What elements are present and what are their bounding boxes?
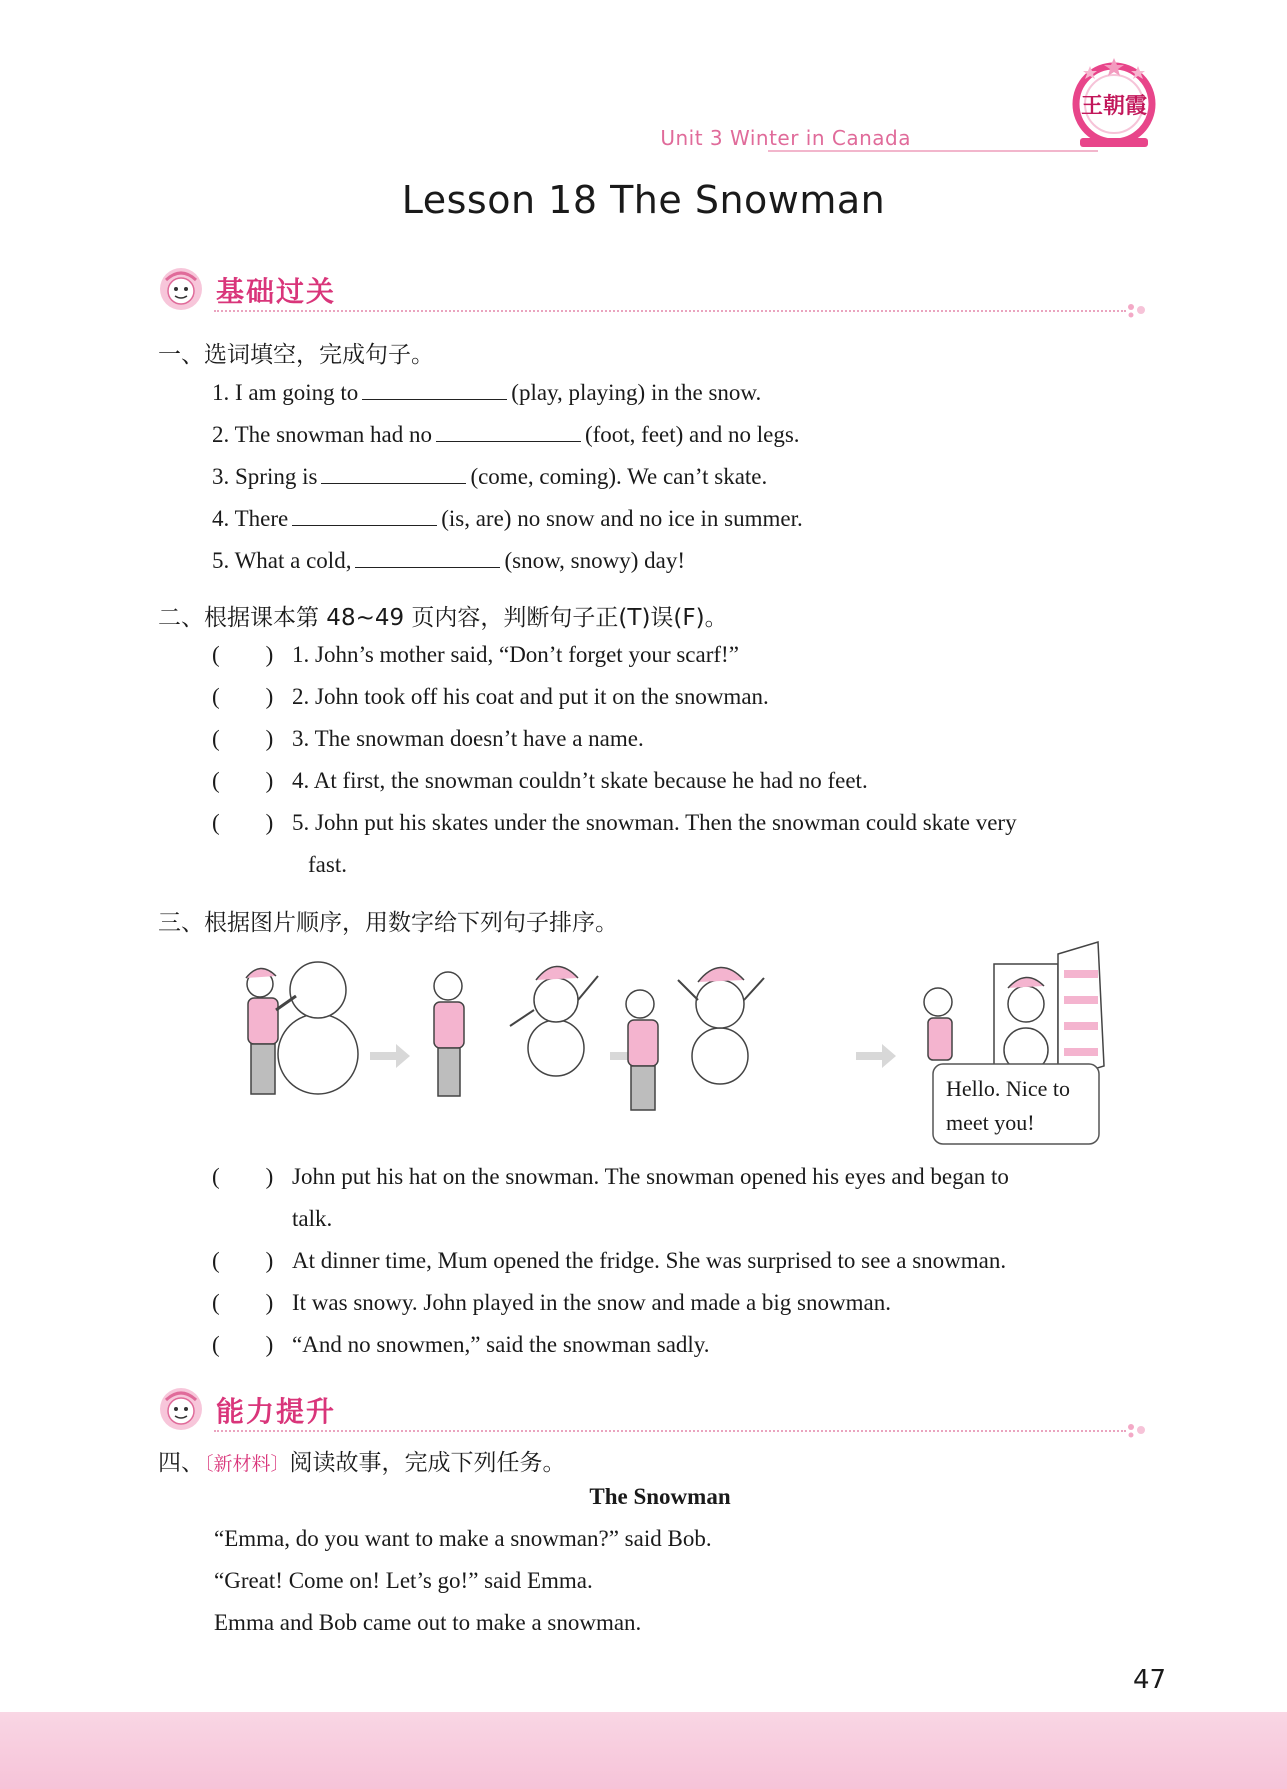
tf-item: ( ) 5. John put his skates under the snowman. Then the snowman could skate very fast. <box>212 802 1157 886</box>
q1-item: 2. The snowman had no (foot, feet) and no legs. <box>212 422 800 447</box>
answer-paren[interactable]: ( ) <box>212 810 274 835</box>
answer-paren[interactable]: ( ) <box>212 1290 274 1315</box>
story-line: “Great! Come on! Let’s go!” said Emma. <box>214 1568 593 1593</box>
answer-paren[interactable]: ( ) <box>212 1332 274 1357</box>
q1-item: 4. There (is, are) no snow and no ice in summer. <box>212 506 803 531</box>
q2-heading: 二、根据课本第 48~49 页内容，判断句子正(T)误(F)。 <box>158 605 728 631</box>
order-item-continuation: talk. <box>292 1206 333 1231</box>
footer-band <box>0 1712 1287 1789</box>
decorative-dots-icon <box>1126 302 1148 318</box>
panel-boy-building-snowman <box>246 962 358 1094</box>
cartoon-face-icon <box>158 266 204 312</box>
panel-snowman-opens-eyes <box>434 966 598 1096</box>
story-title: The Snowman <box>589 1484 731 1509</box>
tf-item-continuation: fast. <box>308 852 347 877</box>
tf-item: ( ) 3. The snowman doesn’t have a name. <box>212 718 1157 760</box>
section-label: 基础过关 <box>216 275 337 308</box>
panel-boy-talking-to-snowman <box>626 967 764 1110</box>
speech-line-2: meet you! <box>946 1110 1035 1135</box>
dotted-divider <box>214 310 1126 312</box>
answer-paren[interactable]: ( ) <box>212 684 274 709</box>
panel-mum-opens-fridge <box>924 942 1104 1080</box>
lesson-title: Lesson 18 The Snowman <box>401 178 886 222</box>
q1-item: 3. Spring is (come, coming). We can’t skate. <box>212 464 768 489</box>
answer-blank[interactable] <box>362 379 507 400</box>
answer-paren[interactable]: ( ) <box>212 768 274 793</box>
speech-line-1: Hello. Nice to <box>946 1076 1071 1101</box>
story-picture-strip <box>238 940 1138 1150</box>
section-header-basic <box>158 262 1148 318</box>
answer-paren[interactable]: ( ) <box>212 1248 274 1273</box>
decorative-dots-icon <box>1126 1422 1148 1438</box>
svg-text:王朝霞: 王朝霞 <box>1080 94 1148 119</box>
answer-paren[interactable]: ( ) <box>212 1164 274 1189</box>
order-item: ( ) At dinner time, Mum opened the fridge. She was surprised to see a snowman. <box>212 1240 1157 1282</box>
section-header-advanced <box>158 1382 1148 1438</box>
order-item: ( ) John put his hat on the snowman. The snowman opened his eyes and began to talk. <box>212 1156 1157 1240</box>
new-material-tag: 〔新材料〕 <box>204 1453 290 1475</box>
unit-label: Unit 3 Winter in Canada <box>660 126 911 150</box>
dotted-divider <box>214 1430 1126 1432</box>
q3-heading: 三、根据图片顺序，用数字给下列句子排序。 <box>158 910 618 936</box>
speech-bubble <box>933 1064 1099 1144</box>
story-line: Emma and Bob came out to make a snowman. <box>214 1610 642 1635</box>
unit-underline <box>768 150 1098 152</box>
tf-item: ( ) 4. At first, the snowman couldn’t skate because he had no feet. <box>212 760 1157 802</box>
answer-paren[interactable]: ( ) <box>212 726 274 751</box>
order-item: ( ) It was snowy. John played in the snow and made a big snowman. <box>212 1282 1157 1324</box>
answer-blank[interactable] <box>355 547 500 568</box>
q4-heading: 四、〔新材料〕阅读故事，完成下列任务。 <box>158 1450 566 1476</box>
answer-blank[interactable] <box>292 505 437 526</box>
answer-paren[interactable]: ( ) <box>212 642 274 667</box>
brand-logo-seal <box>1068 56 1160 152</box>
page-number: 47 <box>1133 1665 1167 1695</box>
order-item: ( ) “And no snowmen,” said the snowman sadly. <box>212 1324 1157 1366</box>
q1-item: 5. What a cold, (snow, snowy) day! <box>212 548 686 573</box>
story-line: “Emma, do you want to make a snowman?” said Bob. <box>214 1526 712 1551</box>
answer-blank[interactable] <box>321 463 466 484</box>
cartoon-face-icon <box>158 1386 204 1432</box>
q1-heading: 一、选词填空，完成句子。 <box>158 342 434 368</box>
tf-item: ( ) 2. John took off his coat and put it on the snowman. <box>212 676 1157 718</box>
tf-item: ( ) 1. John’s mother said, “Don’t forget your scarf!” <box>212 634 1157 676</box>
q1-item: 1. I am going to (play, playing) in the snow. <box>212 380 762 405</box>
section-label: 能力提升 <box>216 1395 337 1428</box>
answer-blank[interactable] <box>436 421 581 442</box>
